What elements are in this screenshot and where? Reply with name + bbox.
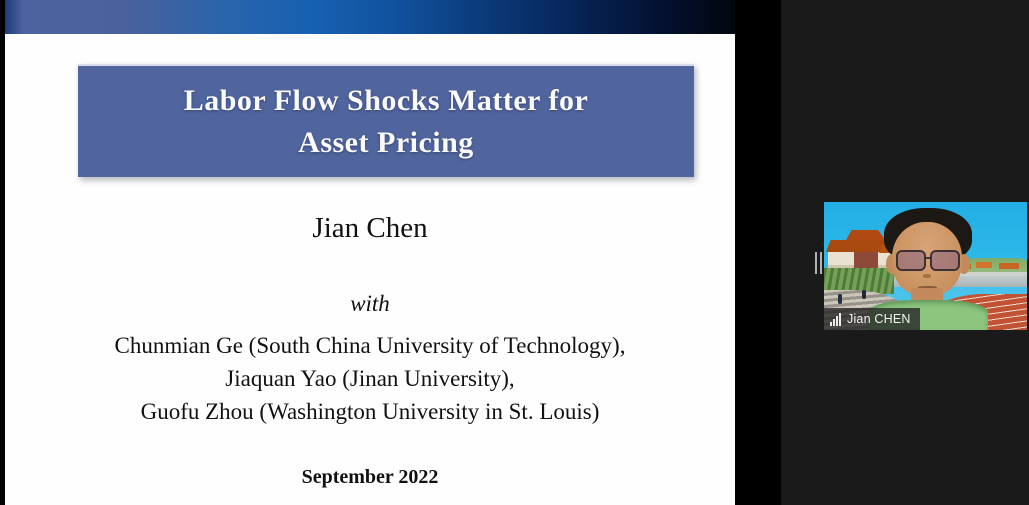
with-label: with <box>350 291 390 316</box>
person-nose <box>923 274 931 278</box>
slide-date: September 2022 <box>301 466 439 488</box>
scene-pedestrian <box>862 290 866 299</box>
slide-accent-bar <box>5 0 735 34</box>
slide-title-line2: Asset Pricing <box>298 125 474 159</box>
glasses-bridge <box>924 257 932 259</box>
panel-resize-handle-icon[interactable] <box>815 252 823 274</box>
scene-house-roof <box>976 262 992 268</box>
participant-name: Jian CHEN <box>847 312 911 326</box>
slide-title-line1: Labor Flow Shocks Matter for <box>183 83 589 117</box>
scene-house-roof <box>999 263 1019 269</box>
glasses-left-lens <box>896 250 926 271</box>
participant-name-badge <box>824 308 920 330</box>
coauthor-1: Chunmian Ge (South China University of Technology), <box>114 333 626 358</box>
shared-screen-slide <box>5 0 735 505</box>
glasses-right-lens <box>930 250 960 271</box>
scene-roof-upper <box>842 230 886 241</box>
coauthor-2: Jiaquan Yao (Jinan University), <box>225 366 515 391</box>
participant-video-tile[interactable] <box>824 202 1027 330</box>
presenter-name: Jian Chen <box>312 212 428 244</box>
coauthor-list <box>5 329 735 428</box>
slide-title-box <box>78 64 694 177</box>
signal-bars-icon <box>830 313 841 326</box>
coauthor-3: Guofu Zhou (Washington University in St. Louis) <box>140 399 600 424</box>
scene-pedestrian <box>838 294 842 304</box>
